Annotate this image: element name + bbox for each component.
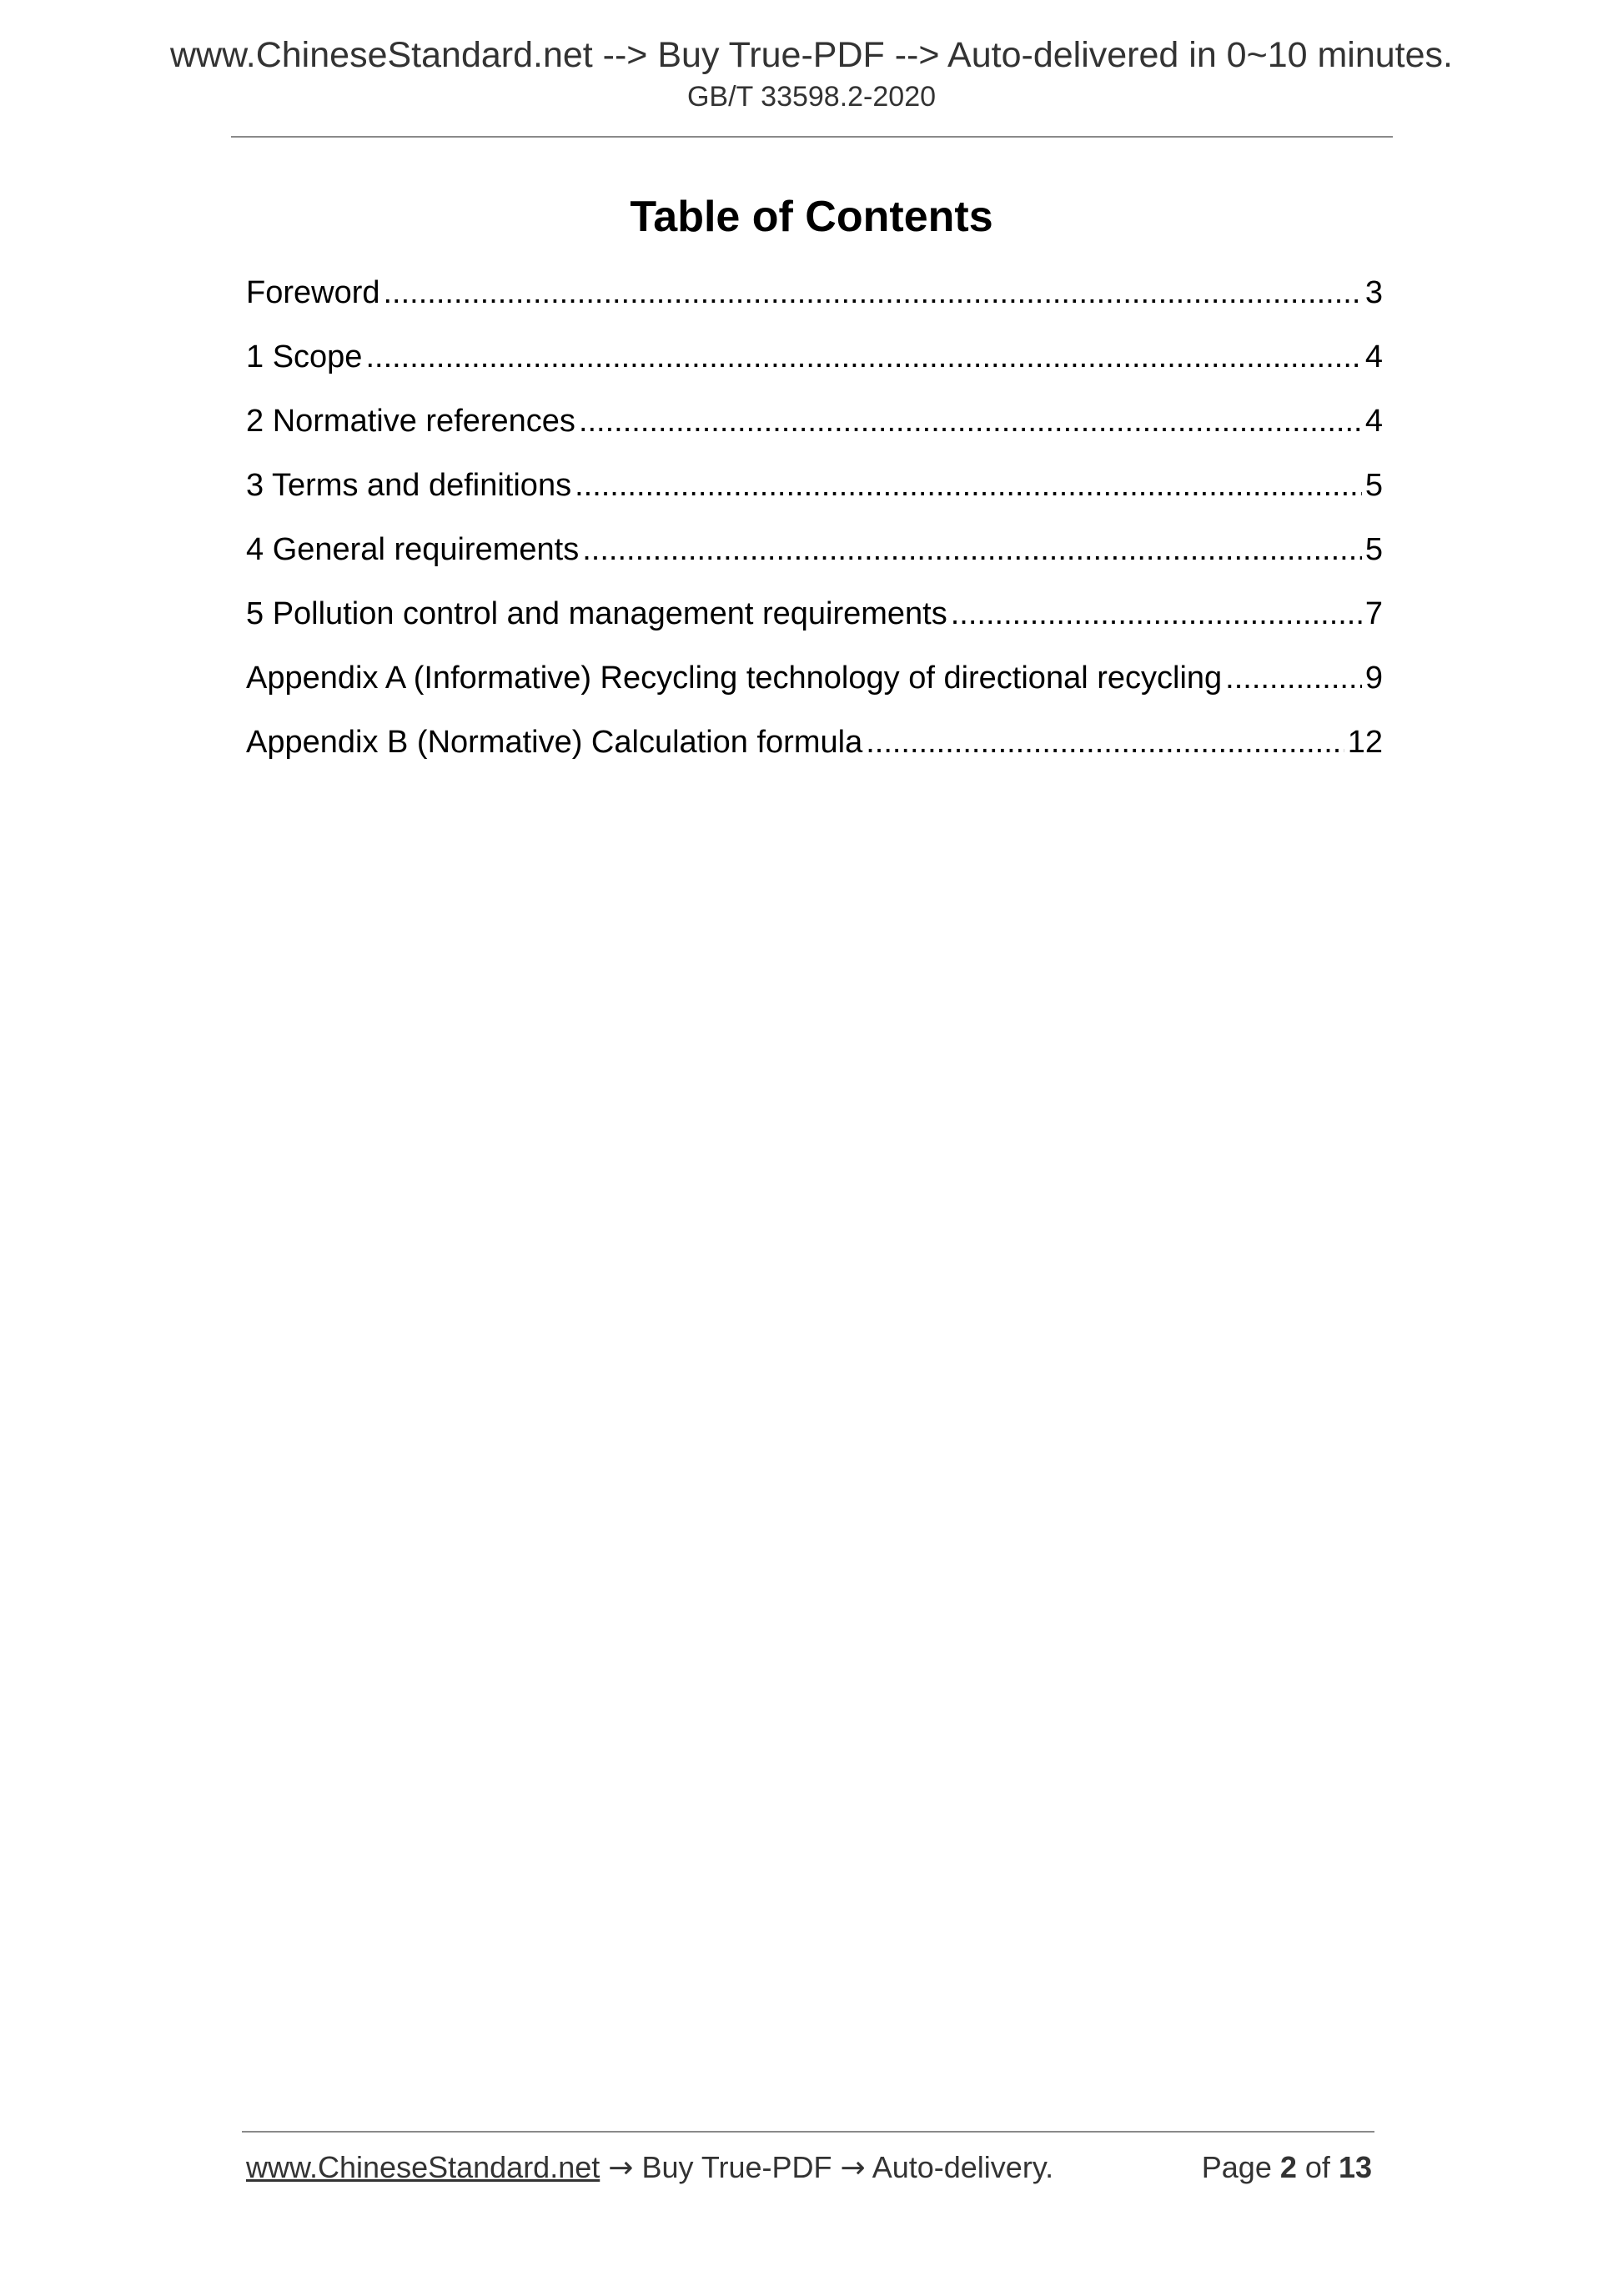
toc-dot-leader [951, 592, 1362, 636]
page-footer [246, 2148, 1372, 2188]
toc-entry-label: 3 Terms and definitions [246, 468, 572, 503]
toc-dot-leader [575, 464, 1362, 507]
footer-divider [242, 2131, 1374, 2133]
toc-entry-pollution-control[interactable] [246, 592, 1383, 656]
toc-dot-leader [384, 271, 1362, 314]
toc-entry-scope[interactable] [246, 335, 1383, 399]
page-number [1202, 2148, 1372, 2188]
toc-entry-label: 5 Pollution control and management requirements [246, 596, 947, 631]
footer-site-link[interactable]: www.ChineseStandard.net [246, 2150, 600, 2184]
footer-buy-text: Buy True-PDF [641, 2150, 832, 2184]
toc-entry-page: 9 [1364, 661, 1383, 696]
toc-dot-leader [365, 335, 1361, 379]
toc-dot-leader [866, 721, 1344, 764]
toc-entry-label: Appendix B (Normative) Calculation formula [246, 725, 863, 760]
page-word: Page [1201, 2150, 1272, 2184]
footer-promo [246, 2148, 1053, 2188]
toc-entry-page: 5 [1364, 468, 1383, 503]
header-banner: www.ChineseStandard.net --> Buy True-PDF --> Auto-delivered in 0~10 minutes. [169, 35, 1453, 75]
page-current: 2 [1279, 2150, 1297, 2184]
toc-entry-label: 2 Normative references [246, 404, 575, 439]
footer-delivery-text: Auto-delivery. [872, 2150, 1054, 2184]
of-word: of [1304, 2150, 1330, 2184]
toc-entry-page: 5 [1364, 532, 1383, 567]
toc-title: Table of Contents [630, 193, 993, 241]
toc-entry-terms-and-definitions[interactable] [246, 464, 1383, 528]
toc-entry-page: 3 [1364, 275, 1383, 310]
arrow-right-icon: → [840, 2151, 866, 2185]
toc-entry-foreword[interactable] [246, 271, 1383, 335]
toc-entry-page: 7 [1364, 596, 1383, 631]
toc-entry-appendix-b[interactable] [246, 721, 1383, 785]
toc-entry-appendix-a[interactable] [246, 656, 1383, 721]
toc-dot-leader [1225, 656, 1362, 700]
toc-entry-label: 4 General requirements [246, 532, 580, 567]
toc-entry-label: 1 Scope [246, 339, 363, 374]
page-total: 13 [1338, 2150, 1372, 2184]
toc-dot-leader [582, 528, 1362, 571]
toc-entry-page: 4 [1364, 339, 1383, 374]
toc-entry-normative-references[interactable] [246, 399, 1383, 464]
header-divider [231, 136, 1393, 138]
toc-entry-page: 4 [1364, 404, 1383, 439]
toc-dot-leader [579, 399, 1362, 443]
toc-entry-general-requirements[interactable] [246, 528, 1383, 592]
toc-list [246, 271, 1383, 785]
toc-entry-label: Foreword [246, 275, 380, 310]
toc-entry-label: Appendix A (Informative) Recycling technology of directional recycling [246, 661, 1223, 696]
toc-entry-page: 12 [1347, 725, 1383, 760]
standard-code: GB/T 33598.2-2020 [686, 81, 937, 113]
arrow-right-icon: → [608, 2151, 634, 2185]
